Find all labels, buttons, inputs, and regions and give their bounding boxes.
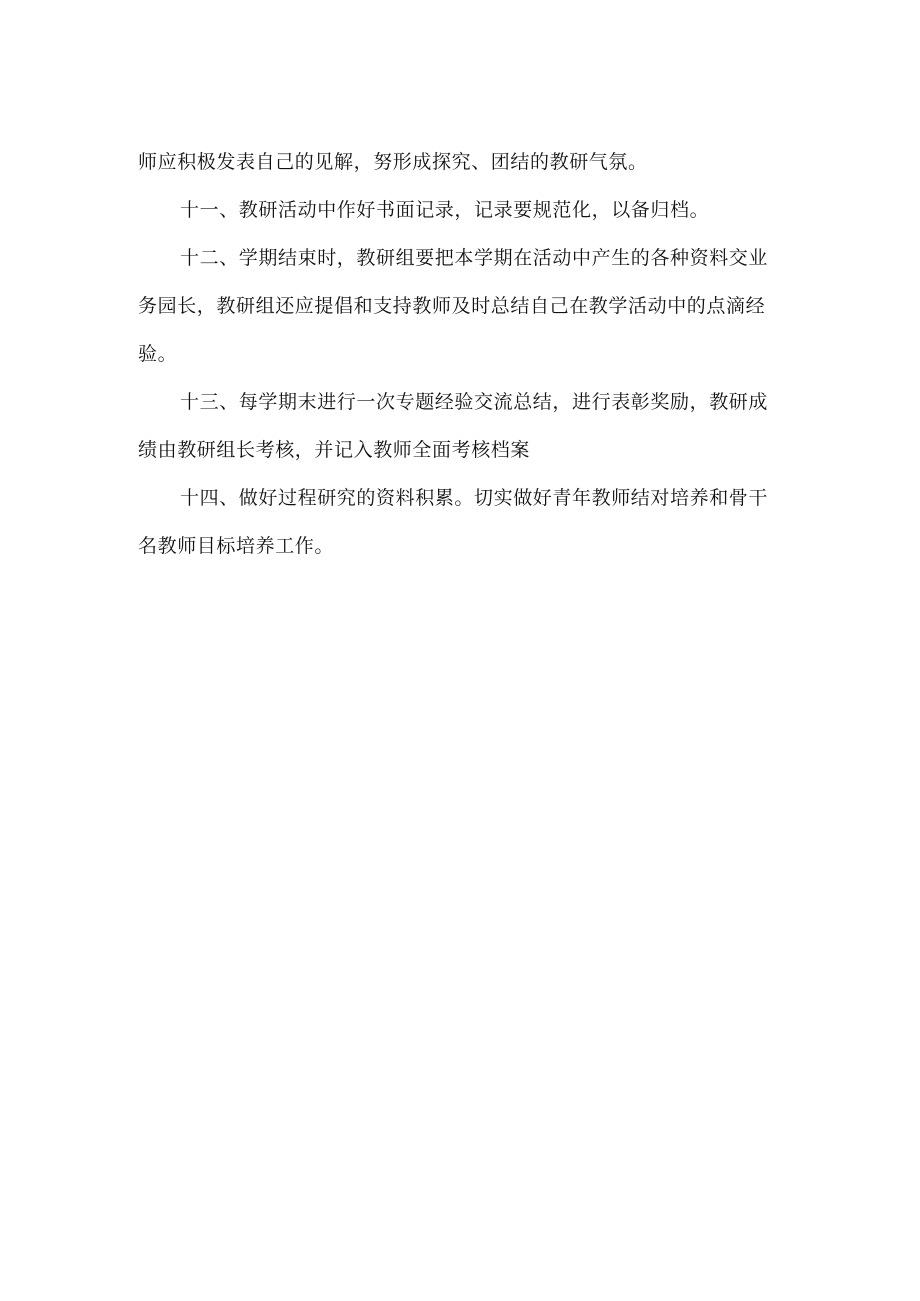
text-line: 名教师目标培养工作。 [138,535,335,557]
text-line: 师应积极发表自己的见解，努形成探究、团结的教研气氛。 [138,151,648,173]
paragraph-item-14 [138,474,788,570]
text-line: 十四、做好过程研究的资料积累。切实做好青年教师结对培养和骨干 [180,487,769,509]
document-body [138,138,788,570]
text-line: 绩由教研组长考核，并记入教师全面考核档案 [138,439,531,461]
text-line: 十一、教研活动中作好书面记录，记录要规范化，以备归档。 [180,199,710,221]
text-line: 验。 [138,343,178,365]
text-line: 十二、学期结束时，教研组要把本学期在活动中产生的各种资料交业 [180,247,769,269]
paragraph-item-12 [138,234,788,378]
paragraph-item-11 [138,186,788,234]
paragraph-continuation [138,138,788,186]
paragraph-item-13 [138,378,788,474]
text-line: 十三、每学期末进行一次专题经验交流总结，进行表彰奖励，教研成 [180,391,769,413]
text-line: 务园长，教研组还应提倡和支持教师及时总结自己在教学活动中的点滴经 [138,295,766,317]
